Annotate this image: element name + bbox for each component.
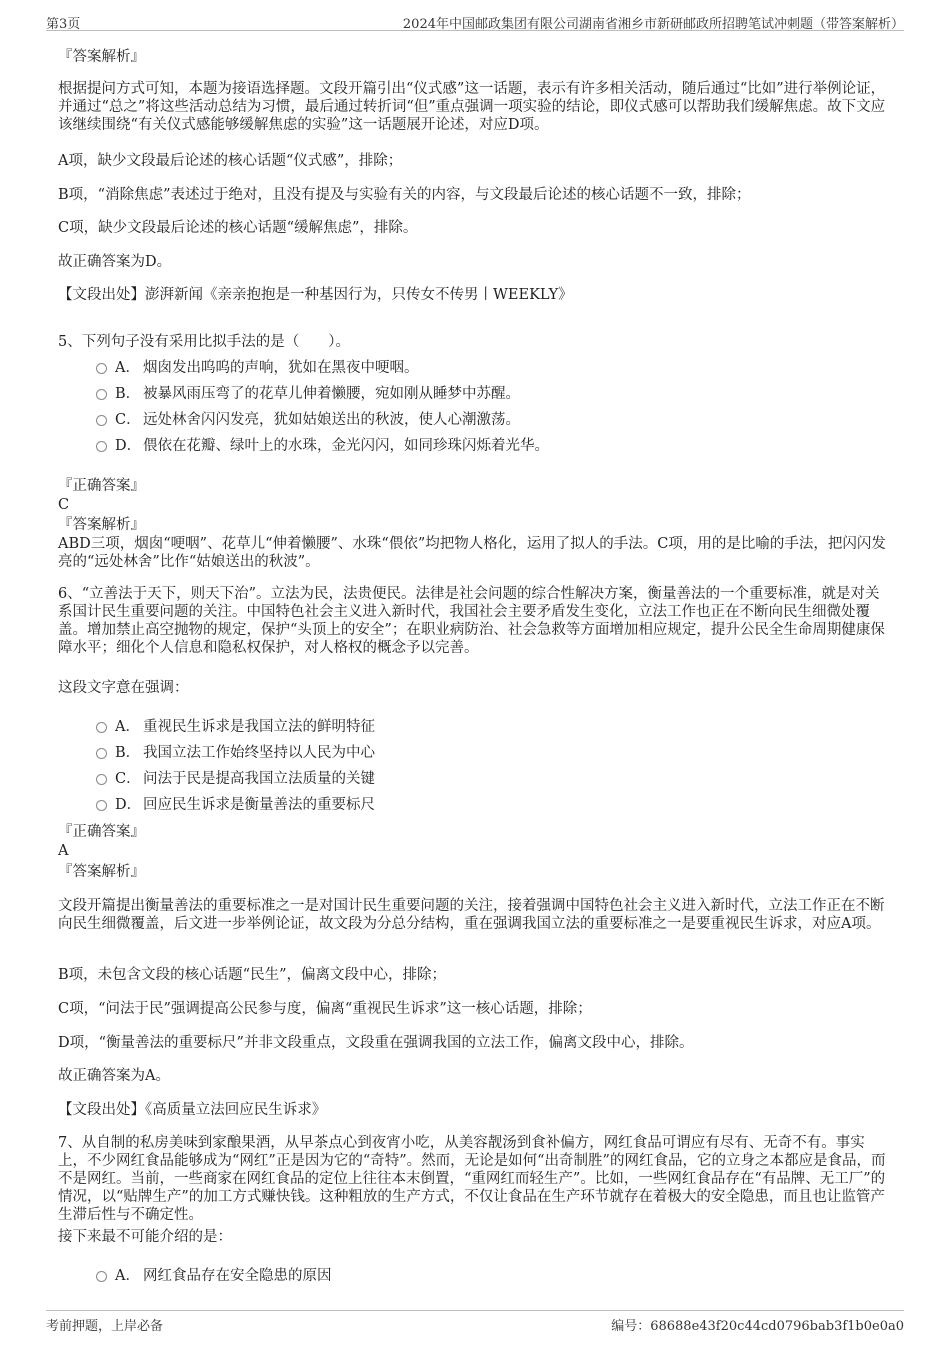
radio-icon[interactable] bbox=[96, 415, 107, 426]
q6-option-c[interactable]: C． 问法于民是提高我国立法质量的关键 bbox=[96, 770, 375, 788]
q4-analysis-label: 『答案解析』 bbox=[58, 49, 145, 65]
page-header bbox=[46, 10, 904, 31]
q6-option-c-analysis: C项，“问法于民”强调提高公民参与度，偏离“重视民生诉求”这一核心话题，排除； bbox=[58, 1001, 592, 1017]
q6-question: 这段文字意在强调： bbox=[58, 680, 189, 696]
q6-analysis-text: 文段开篇提出衡量善法的重要标准之一是对国计民生重要问题的关注，接着强调中国特色社会主义进入新时代，立法工作正在不断向民生细微覆盖，后文进一步举例论证，故文段为分总分结构，重在强调我国立法的重要标准之一是要重视民生诉求，对应A项。 bbox=[58, 898, 885, 932]
page-footer bbox=[46, 1310, 904, 1337]
q4-option-b-analysis: B项，“消除焦虑”表述过于绝对，且没有提及与实验有关的内容，与文段最后论述的核心话题不一致，排除； bbox=[58, 187, 751, 203]
q6-analysis-label: 『答案解析』 bbox=[58, 864, 145, 880]
q4-option-a-analysis: A项，缺少文段最后论述的核心话题“仪式感”，排除； bbox=[58, 153, 403, 169]
q6-stem: 6、“立善法于天下，则天下治”。立法为民，法贵便民。法律是社会问题的综合性解决方案，衡量善法的一个重要标准，就是对关系国计民生重要问题的关注。中国特色社会主义进入新时代，我国社会主要矛盾发生变化，立法工作也正在不断向民生细微处覆盖。增加禁止高空抛物的规定，保护“头顶上的安全”；在职业病防治、社会急救等方面增加相应规定，提升公民全生命周期健康保障水平；细化个人信息和隐私权保护，对人格权的概念予以完善。 bbox=[58, 586, 885, 656]
q7-stem: 7、从自制的私房美味到家酿果酒，从早茶点心到夜宵小吃，从美容靓汤到食补偏方，网红食品可谓应有尽有、无奇不有。事实上，不少网红食品能够成为“网红”正是因为它的“奇特”。然而，无论是如何“出奇制胜”的网红食品，它的立身之本都应是食品，而不是网红。当前，一些商家在网红食品的定位上往往本末倒置，“重网红而轻生产”。比如，一些网红食品存在“有品牌、无工厂”的情况，以“贴牌生产”的加工方式赚快钱。这种粗放的生产方式，不仅让食品在生产环节就存在着极大的安全隐患，而且也让监管产生滞后性与不确定性。 bbox=[58, 1135, 886, 1223]
q4-option-c-analysis: C项，缺少文段最后论述的核心话题“缓解焦虑”，排除。 bbox=[58, 220, 418, 236]
radio-icon[interactable] bbox=[96, 1271, 107, 1282]
radio-icon[interactable] bbox=[96, 722, 107, 733]
q6-source: 【文段出处】《高质量立法回应民生诉求》 bbox=[58, 1102, 327, 1118]
q6-option-a[interactable]: A． 重视民生诉求是我国立法的鲜明特征 bbox=[96, 718, 375, 736]
q7-question: 接下来最不可能介绍的是： bbox=[58, 1229, 232, 1245]
q6-option-d[interactable]: D． 回应民生诉求是衡量善法的重要标尺 bbox=[96, 796, 375, 814]
q5-option-b[interactable]: B． 被暴风雨压弯了的花草儿伸着懒腰，宛如刚从睡梦中苏醒。 bbox=[96, 385, 520, 403]
q5-option-a[interactable]: A． 烟囱发出呜呜的声响，犹如在黑夜中哽咽。 bbox=[96, 359, 419, 377]
q6-conclusion: 故正确答案为A。 bbox=[58, 1068, 170, 1084]
q6-option-b-analysis: B项，未包含文段的核心话题“民生”，偏离文段中心，排除； bbox=[58, 967, 446, 983]
q5-correct-answer: C bbox=[58, 497, 70, 513]
q7-option-a[interactable]: A． 网红食品存在安全隐患的原因 bbox=[96, 1267, 332, 1285]
radio-icon[interactable] bbox=[96, 363, 107, 374]
footer-slogan: 考前押题，上岸必备 bbox=[46, 1319, 164, 1334]
q6-option-d-analysis: D项，“衡量善法的重要标尺”并非文段重点，文段重在强调我国的立法工作，偏离文段中心，排除。 bbox=[58, 1035, 694, 1051]
radio-icon[interactable] bbox=[96, 441, 107, 452]
q5-option-d[interactable]: D． 偎依在花瓣、绿叶上的水珠，金光闪闪，如同珍珠闪烁着光华。 bbox=[96, 437, 549, 455]
q5-analysis-label: 『答案解析』 bbox=[58, 517, 145, 533]
q6-option-b[interactable]: B． 我国立法工作始终坚持以人民为中心 bbox=[96, 744, 375, 762]
page-number: 第3页 bbox=[46, 17, 81, 32]
q6-correct-label: 『正确答案』 bbox=[58, 824, 145, 840]
document-title: 2024年中国邮政集团有限公司湖南省湘乡市新研邮政所招聘笔试冲刺题（带答案解析） bbox=[402, 17, 904, 32]
radio-icon[interactable] bbox=[96, 774, 107, 785]
radio-icon[interactable] bbox=[96, 800, 107, 811]
document-id: 编号：68688e43f20c44cd0796bab3f1b0e0a0 bbox=[611, 1319, 904, 1334]
q6-correct-answer: A bbox=[58, 843, 69, 859]
q5-correct-label: 『正确答案』 bbox=[58, 478, 145, 494]
q4-analysis-text: 根据提问方式可知，本题为接语选择题。文段开篇引出“仪式感”这一话题，表示有许多相关活动，随后通过“比如”进行举例论证，并通过“总之”将这些活动总结为习惯，最后通过转折词“但”重点强调一项实验的结论，即仪式感可以帮助我们缓解焦虑。故下文应该继续围绕“有关仪式感能够缓解焦虑的实验”这一话题展开论述，对应D项。 bbox=[58, 81, 886, 133]
q5-option-c[interactable]: C． 远处林舍闪闪发亮，犹如姑娘送出的秋波，使人心潮激荡。 bbox=[96, 411, 520, 429]
q5-stem: 5、下列句子没有采用比拟手法的是（ ）。 bbox=[58, 334, 350, 350]
q4-source: 【文段出处】澎湃新闻《亲亲抱抱是一种基因行为，只传女不传男丨WEEKLY》 bbox=[58, 287, 573, 303]
q5-analysis-text: ABD三项，烟囱“哽咽”、花草儿“伸着懒腰”、水珠“偎依”均把物人格化，运用了拟人的手法。C项，用的是比喻的手法，把闪闪发亮的“远处林舍”比作“姑娘送出的秋波”。 bbox=[58, 536, 886, 570]
q4-conclusion: 故正确答案为D。 bbox=[58, 254, 172, 270]
radio-icon[interactable] bbox=[96, 748, 107, 759]
radio-icon[interactable] bbox=[96, 389, 107, 400]
